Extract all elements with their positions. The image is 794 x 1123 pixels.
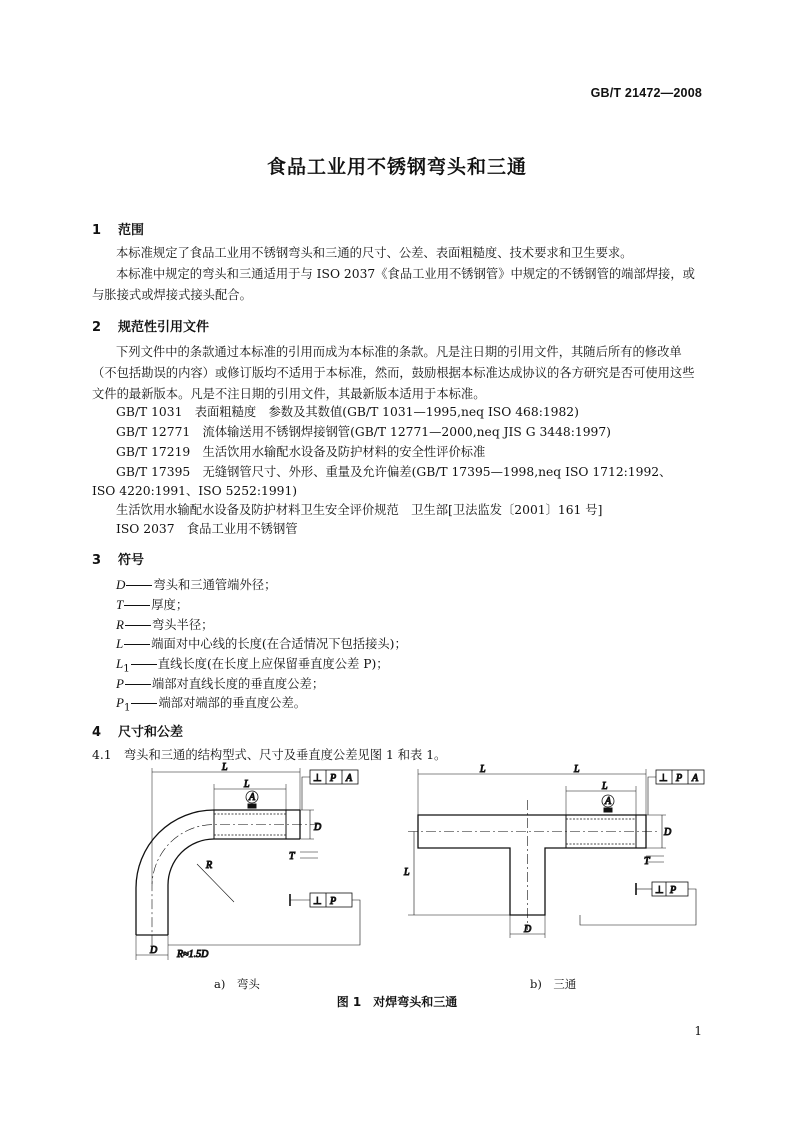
section-4-heading [92,721,183,740]
tee-t-label: T [644,856,650,867]
section-2-heading [92,316,209,335]
symbol: T [116,597,124,612]
elbow-perp-symbol: ⊥ [313,773,322,784]
dash [131,664,157,665]
elbow-drawing [136,762,360,960]
symbol: D [116,577,126,592]
symbol-subscript: 1 [123,701,131,714]
reference-item: GB/T 1031 表面粗糙度 参数及其数值(GB/T 1031—1995,neq ISO 468:1982) [116,405,579,419]
page-title: 食品工业用不锈钢弯头和三通 [266,156,527,178]
symbol-desc: 厚度； [151,598,189,612]
elbow-tol-p: P [330,773,337,784]
section-title: 范围 [118,223,145,238]
figure-caption-a: a) 弯头 [214,977,260,991]
symbol-desc: 端面对中心线的长度(在合适情况下包括接头)； [151,637,407,651]
reference-item: ISO 2037 食品工业用不锈钢管 [116,522,298,536]
figure-1-drawing [0,760,794,990]
elbow-t-label: T [289,851,295,862]
section-number: 2 [92,320,102,335]
section-number: 1 [92,223,102,238]
symbol-row [116,633,407,655]
tee-drawing [403,764,704,938]
elbow-d-label: D [314,822,322,833]
section-3-heading [92,549,144,568]
reference-item: GB/T 17219 生活饮用水输配水设备及防护材料的安全性评价标准 [116,445,486,459]
tee-bottom-d-label: D [524,924,532,935]
section-title: 符号 [118,553,145,568]
page-number: 1 [694,1024,702,1038]
dash [124,605,150,606]
section-title: 规范性引用文件 [118,320,210,335]
symbol: L [116,636,124,651]
tee-l-label: L [480,764,486,775]
symbol-desc: 直线长度(在长度上应保留垂直度公差 P)； [157,657,389,671]
figure-caption-b: b) 三通 [530,977,577,991]
symbol-desc: 端部对端部的垂直度公差。 [158,696,307,710]
symbol-row [116,574,276,596]
elbow-tol-a: A [346,773,353,784]
symbol-desc: 弯头和三通管端外径； [153,578,277,592]
symbol: P [116,676,124,691]
elbow-r-label: R [206,860,213,871]
section-1-heading [92,219,144,238]
reference-item-continued: ISO 4220:1991、ISO 5252:1991) [92,484,298,498]
elbow-r-note: R≈1.5D [177,949,209,960]
symbol-row [116,594,188,616]
reference-item: GB/T 12771 流体输送用不锈钢焊接钢管(GB/T 12771—2000,neq JIS G 3448:1997) [116,425,611,439]
symbol: L [116,656,124,671]
section-title: 尺寸和公差 [118,725,184,740]
symbol-desc: 弯头半径； [151,618,214,632]
symbol: R [116,617,124,632]
symbol: P [116,695,124,710]
dash [125,625,151,626]
elbow-l-label: L [222,762,228,773]
elbow-l1-label: L [244,779,250,790]
tee-d-label: D [664,827,672,838]
tee-perp-symbol: ⊥ [659,773,668,784]
dash [131,703,157,704]
tee-tol-p: P [676,773,683,784]
section-1-paragraph-2: 本标准中规定的弯头和三通适用于与 ISO 2037《食品工业用不锈钢管》中规定的不锈钢管的端部焊接，或与胀接式或焊接式接头配合。 [92,267,695,302]
tee-l-label-2: L [574,764,580,775]
symbol-desc: 端部对直线长度的垂直度公差； [151,677,325,691]
dash [124,644,150,645]
reference-item: 生活饮用水输配水设备及防护材料卫生安全评价规范 卫生部[卫法监发〔2001〕161 号] [116,503,603,517]
reference-item: GB/T 17395 无缝钢管尺寸、外形、重量及允许偏差(GB/T 17395—1998,neq ISO 1712:1992、 [116,465,672,479]
symbol-row [116,692,306,718]
elbow-perp-symbol-2: ⊥ [313,896,322,907]
elbow-tol-p1: P [330,896,337,907]
tee-datum-a: A [605,796,612,807]
section-2-intro: 下列文件中的条款通过本标准的引用而成为本标准的条款。凡是注日期的引用文件，其随后所有的修改单（不包括勘误的内容）或修订版均不适用于本标准，然而，鼓励根据本标准达成协议的各方研究是否可使用这些文件的最新版本。凡是不注日期的引用文件，其最新版本适用于本标准。 [92,345,695,401]
section-number: 4 [92,725,102,740]
section-1-paragraph-1: 本标准规定了食品工业用不锈钢弯头和三通的尺寸、公差、表面粗糙度、技术要求和卫生要求。 [116,246,633,260]
clause-4-1: 4.1 弯头和三通的结构型式、尺寸及垂直度公差见图 1 和表 1。 [92,748,447,762]
dash [126,585,152,586]
tee-tol-a: A [692,773,699,784]
dash [125,684,151,685]
section-number: 3 [92,553,102,568]
tee-l1-label: L [602,781,608,792]
standard-number: GB/T 21472—2008 [590,86,702,100]
tee-vertical-l-label: L [404,867,410,878]
figure-title: 图 1 对焊弯头和三通 [336,995,458,1009]
tee-perp-symbol-2: ⊥ [655,885,664,896]
elbow-bottom-d-label: D [150,945,158,956]
tee-tol-p1: P [670,885,677,896]
symbol-subscript: 1 [123,662,130,675]
elbow-datum-a: A [249,792,256,803]
